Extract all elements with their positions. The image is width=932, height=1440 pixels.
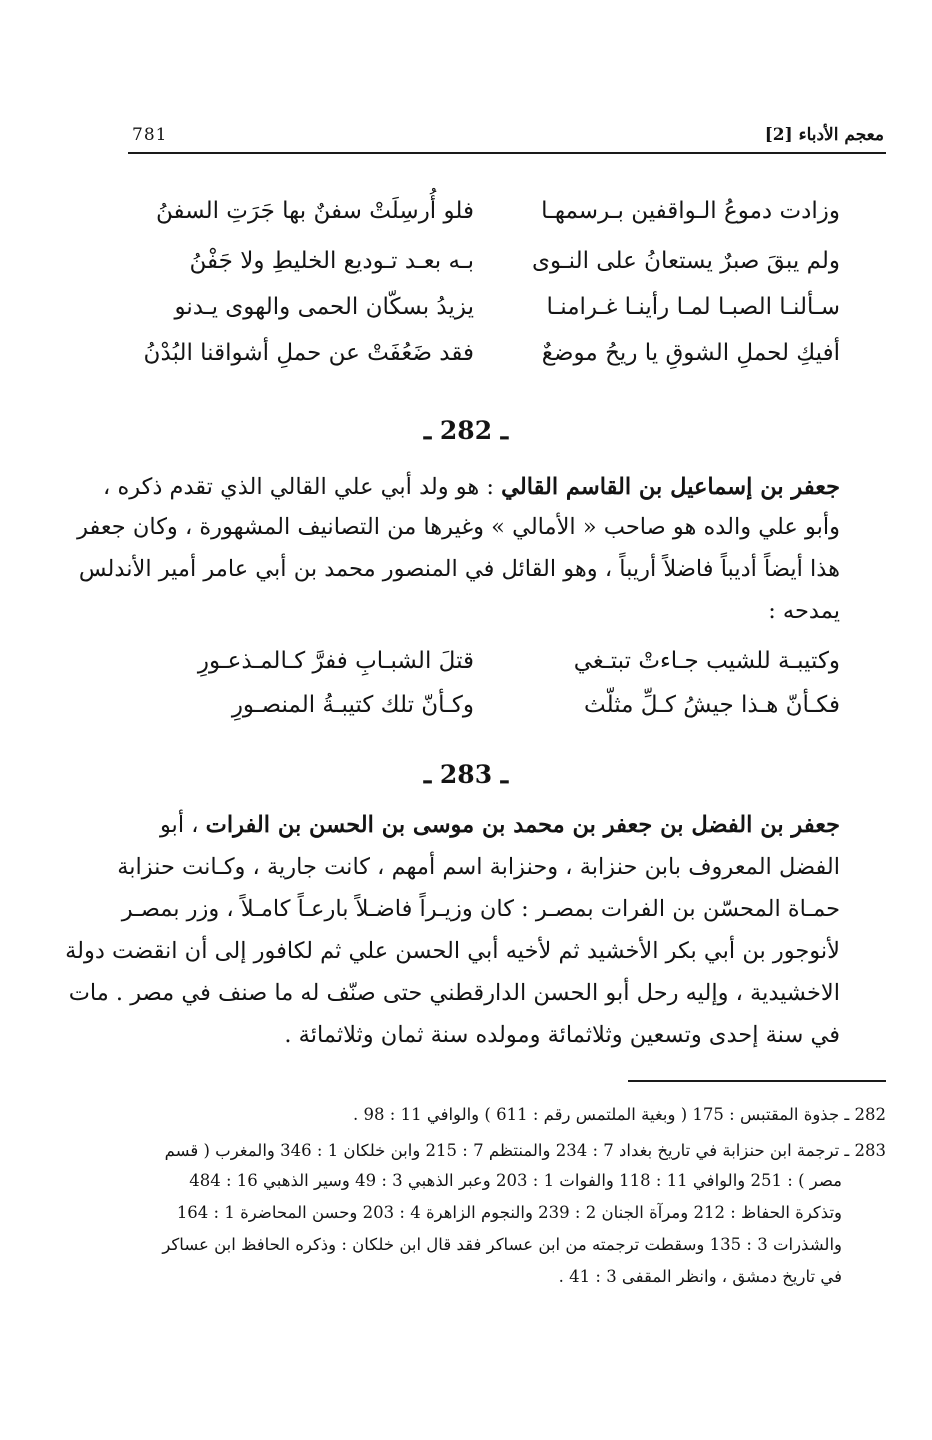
entry-283-line-5: الاخشيدية ، وإليه رحل أبو الحسن الدارقطني حتى صنّف له ما صنف في مصر . مات <box>68 980 840 1006</box>
footnote-283-line-1: 283 ـ ترجمة ابن حنزابة في تاريخ بغداد 7 : 234 والمنتظم 7 : 215 وابن خلكان 1 : 346 والمغرب ( قسم <box>164 1141 886 1160</box>
entry-number-282: ـ 282 ـ <box>423 416 509 445</box>
entry-282-verse-1-second-hemistich: قتلَ الشبـابِ ففرَّ كـالمـذعـورِ <box>197 648 474 674</box>
entry-282-line-3: هذا أيضاً أديباً فاضلاً أريباً ، وهو القائل في المنصور محمد بن أبي عامر أمير الأندلس <box>78 556 840 582</box>
footnote-282: 282 ـ جذوة المقتبس : 175 ( وبغية الملتمس رقم : 611 ) والوافي 11 : 98 . <box>353 1105 886 1124</box>
entry-283-line-2: الفضل المعروف بابن حنزابة ، وحنزابة اسم أمهم ، كانت جارية ، وكـانت حنزابة <box>117 854 840 880</box>
footnote-rule <box>628 1080 886 1082</box>
entry-282-verse-1-first-hemistich: وكتيبـة للشيب جـاءتْ تبتـغي <box>573 648 840 674</box>
footnote-283-line-3: وتذكرة الحفاظ : 212 ومرآة الجنان 2 : 239 والنجوم الزاهرة 4 : 203 وحسن المحاضرة 1 : 164 <box>176 1203 842 1222</box>
entry-number-283: ـ 283 ـ <box>423 760 509 789</box>
entry-283-line-1 <box>114 812 840 838</box>
footnote-283-line-2: مصر ) : 251 والوافي 11 : 118 والفوات 1 : 203 وعبر الذهبي 3 : 49 وسير الذهبي 16 : 484 <box>189 1171 842 1190</box>
footnote-283-line-4: والشذرات 3 : 135 وسقطت ترجمته من ابن عساكر فقد قال ابن خلكان : وذكره الحافظ ابن عساكر <box>162 1235 842 1254</box>
entry-283-line-6: في سنة إحدى وتسعين وثلاثمائة ومولده سنة ثمان وثلاثمائة . <box>284 1022 840 1048</box>
entry-282-name: جعفر بن إسماعيل بن القاسم القالي <box>501 474 840 500</box>
entry-282-line-4: يمدحه : <box>768 598 840 624</box>
verse-1-second-hemistich: فلو أُرسِلَتْ سفنٌ بها جَرَتِ السفنُ <box>155 198 474 224</box>
entry-282-verse-2-first-hemistich: فكـأنّ هـذا جيشُ كـلِّ مثلّث <box>584 692 840 718</box>
verse-4-second-hemistich: فقد ضَعُفَتْ عن حملِ أشواقنا البُدْنُ <box>143 340 474 366</box>
running-header-title: معجم الأدباء [2] <box>764 125 884 145</box>
entry-283-name: جعفر بن الفضل بن جعفر بن محمد بن موسى بن الحسن بن الفرات <box>205 812 840 838</box>
entry-283-line-4: لأنوجور بن أبي بكر الأخشيد ثم لأخيه أبي الحسن علي ثم لكافور إلى أن انقضت دولة <box>65 938 840 964</box>
verse-3-second-hemistich: يزيدُ بسكّان الحمى والهوى يـدنو <box>174 294 474 320</box>
entry-282-verse-2-second-hemistich: وكـأنّ تلك كتيبـةُ المنصـورِ <box>231 692 474 718</box>
footnote-283-line-5: في تاريخ دمشق ، وانظر المقفى 3 : 41 . <box>558 1267 842 1286</box>
verse-1-first-hemistich: وزادت دموعُ الـواقفين بـرسمهـا <box>541 198 840 224</box>
verse-2-second-hemistich: بـه بعـد تـوديع الخليطِ ولا جَفْنُ <box>189 248 474 274</box>
verse-2-first-hemistich: ولم يبقَ صبرٌ يستعانُ على النـوى <box>532 248 840 274</box>
page-number: 781 <box>132 125 168 145</box>
entry-282-line-1-text: : هو ولد أبي علي القالي الذي تقدم ذكره ، <box>103 474 494 500</box>
entry-282-line-2: وأبو علي والده هو صاحب « الأمالي » وغيرها من التصانيف المشهورة ، وكان جعفر <box>77 514 840 540</box>
entry-283-line-1-text: ، أبو <box>159 812 199 838</box>
header-rule <box>128 152 886 154</box>
verse-4-first-hemistich: أفيكِ لحملِ الشوقِ يا ريحُ موضعٌ <box>541 340 840 366</box>
entry-283-line-3: حمـاة المحسّن بن الفرات بمصـر : كان وزيـراً فاضـلاً بارعـاً كامـلاً ، وزر بمصـر <box>121 896 840 922</box>
verse-3-first-hemistich: سـألنـا الصبـا لمـا رأينـا غـرامنـا <box>546 294 840 320</box>
entry-282-line-1 <box>103 474 840 500</box>
